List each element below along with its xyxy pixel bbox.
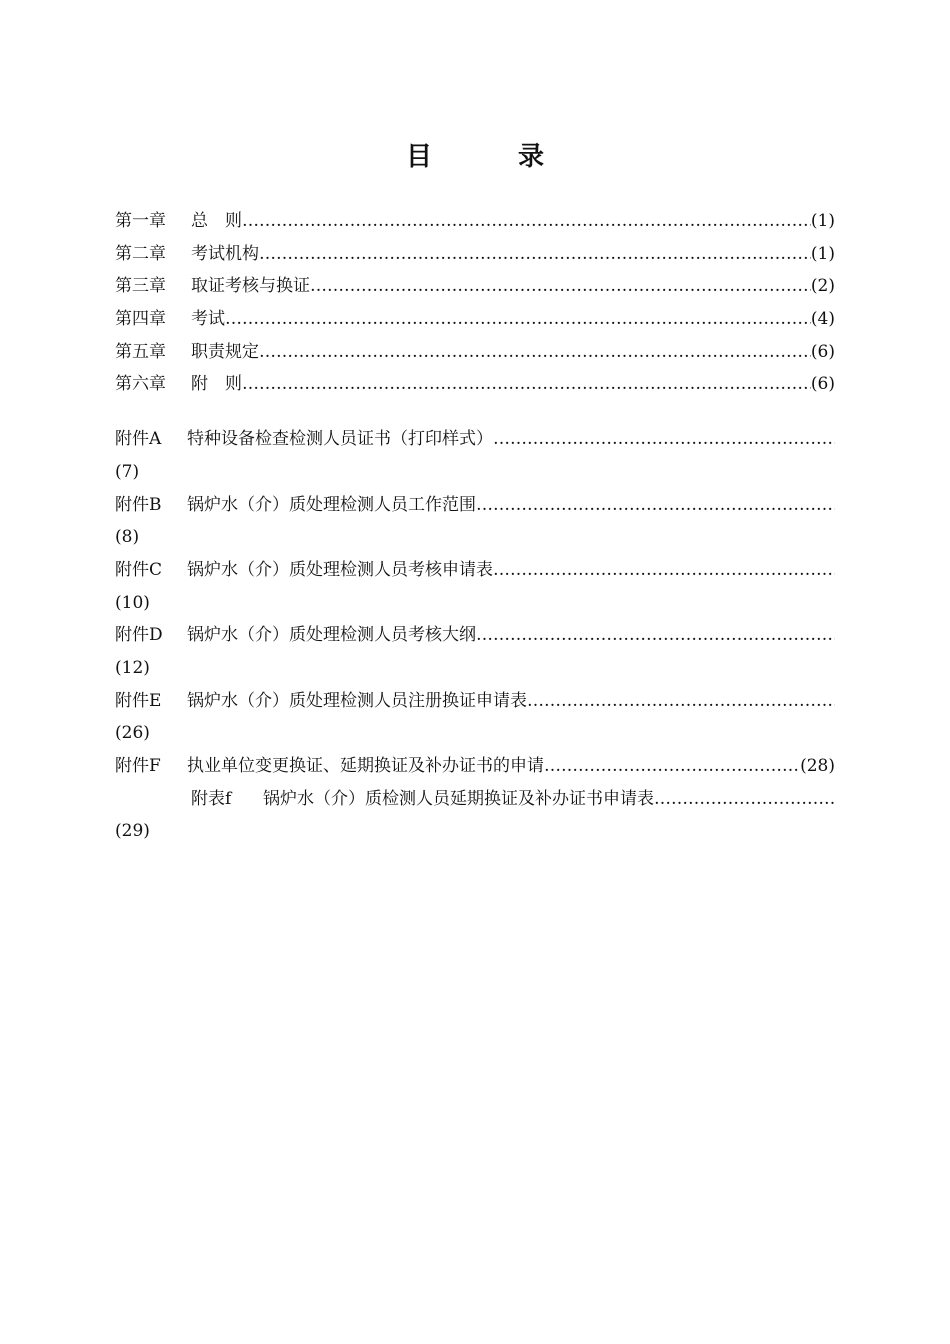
page-number: (1): [810, 211, 835, 231]
page-number-wrapped: (29): [115, 821, 150, 842]
chapter-number: 第三章: [115, 276, 166, 297]
appendix-number: 附件A: [115, 429, 162, 450]
toc-entry-appendix-f[interactable]: [115, 750, 835, 783]
chapter-name: 考试机构: [191, 243, 259, 264]
leader-dots: [476, 489, 835, 522]
page-number: (6): [810, 374, 835, 395]
page-number: (6): [810, 341, 835, 362]
appendix-name: 特种设备检查检测人员证书（打印样式）: [187, 429, 493, 450]
chapter-name: 职责规定: [191, 341, 259, 362]
page-number: (2): [810, 276, 835, 297]
appendix-name: 锅炉水（介）质处理检测人员考核申请表: [187, 559, 493, 580]
toc-entry-appendix-a[interactable]: [115, 423, 835, 456]
appendix-number: 附件F: [115, 756, 161, 776]
chapter-name: 考试: [191, 309, 225, 330]
appendix-number: 附件B: [115, 494, 162, 515]
table-of-contents: [115, 205, 835, 848]
leader-dots: [310, 270, 811, 303]
section-gap: [115, 401, 835, 423]
leader-dots: [493, 423, 835, 456]
chapter-number: 第六章: [115, 374, 166, 395]
chapter-number: 第二章: [115, 243, 166, 264]
leader-dots: [259, 238, 811, 271]
chapter-name: 总 则: [191, 211, 242, 231]
appendix-number: 附件C: [115, 559, 163, 580]
page-number: (1): [810, 243, 835, 264]
toc-entry-appendix-e[interactable]: [115, 685, 835, 718]
leader-dots: [242, 205, 811, 238]
page-title: 目 录: [405, 142, 574, 172]
toc-entry-chapter-5[interactable]: [115, 336, 835, 369]
appendix-name: 执业单位变更换证、延期换证及补办证书的申请: [187, 756, 544, 776]
sub-appendix-name: 锅炉水（介）质检测人员延期换证及补办证书申请表: [263, 788, 654, 809]
appendix-name: 锅炉水（介）质处理检测人员注册换证申请表: [187, 690, 527, 711]
appendix-name: 锅炉水（介）质处理检测人员考核大纲: [187, 625, 476, 646]
leader-dots: [544, 750, 800, 783]
toc-entry-chapter-3[interactable]: [115, 270, 835, 303]
page-number-wrapped: (26): [115, 723, 150, 744]
leader-dots: [476, 619, 835, 652]
chapter-name: 取证考核与换证: [191, 276, 310, 297]
appendix-number: 附件E: [115, 690, 162, 711]
leader-dots: [259, 336, 811, 369]
page-number: (28): [800, 756, 835, 776]
page-number-wrapped: (7): [115, 461, 140, 482]
toc-entry-sub-appendix-f[interactable]: [115, 783, 835, 816]
toc-entry-chapter-6[interactable]: [115, 368, 835, 401]
toc-entry-chapter-4[interactable]: [115, 303, 835, 336]
toc-entry-appendix-c[interactable]: [115, 554, 835, 587]
appendix-name: 锅炉水（介）质处理检测人员工作范围: [187, 494, 476, 515]
appendix-number: 附件D: [115, 625, 163, 646]
leader-dots: [225, 303, 811, 336]
leader-dots: [242, 368, 811, 401]
page-number-wrapped: (8): [115, 527, 140, 548]
toc-entry-appendix-d[interactable]: [115, 619, 835, 652]
page-number-wrapped: (10): [115, 592, 150, 613]
chapter-number: 第一章: [115, 211, 166, 231]
toc-entry-chapter-1[interactable]: [115, 205, 835, 238]
leader-dots: [493, 554, 835, 587]
chapter-name: 附 则: [191, 374, 242, 395]
sub-appendix-number: 附表f: [191, 788, 232, 809]
leader-dots: [527, 685, 835, 718]
toc-entry-chapter-2[interactable]: [115, 238, 835, 271]
toc-entry-appendix-b[interactable]: [115, 489, 835, 522]
chapter-number: 第五章: [115, 341, 166, 362]
leader-dots: [654, 783, 835, 816]
page-number-wrapped: (12): [115, 657, 150, 678]
page-number: (4): [810, 309, 835, 330]
chapter-number: 第四章: [115, 309, 166, 330]
